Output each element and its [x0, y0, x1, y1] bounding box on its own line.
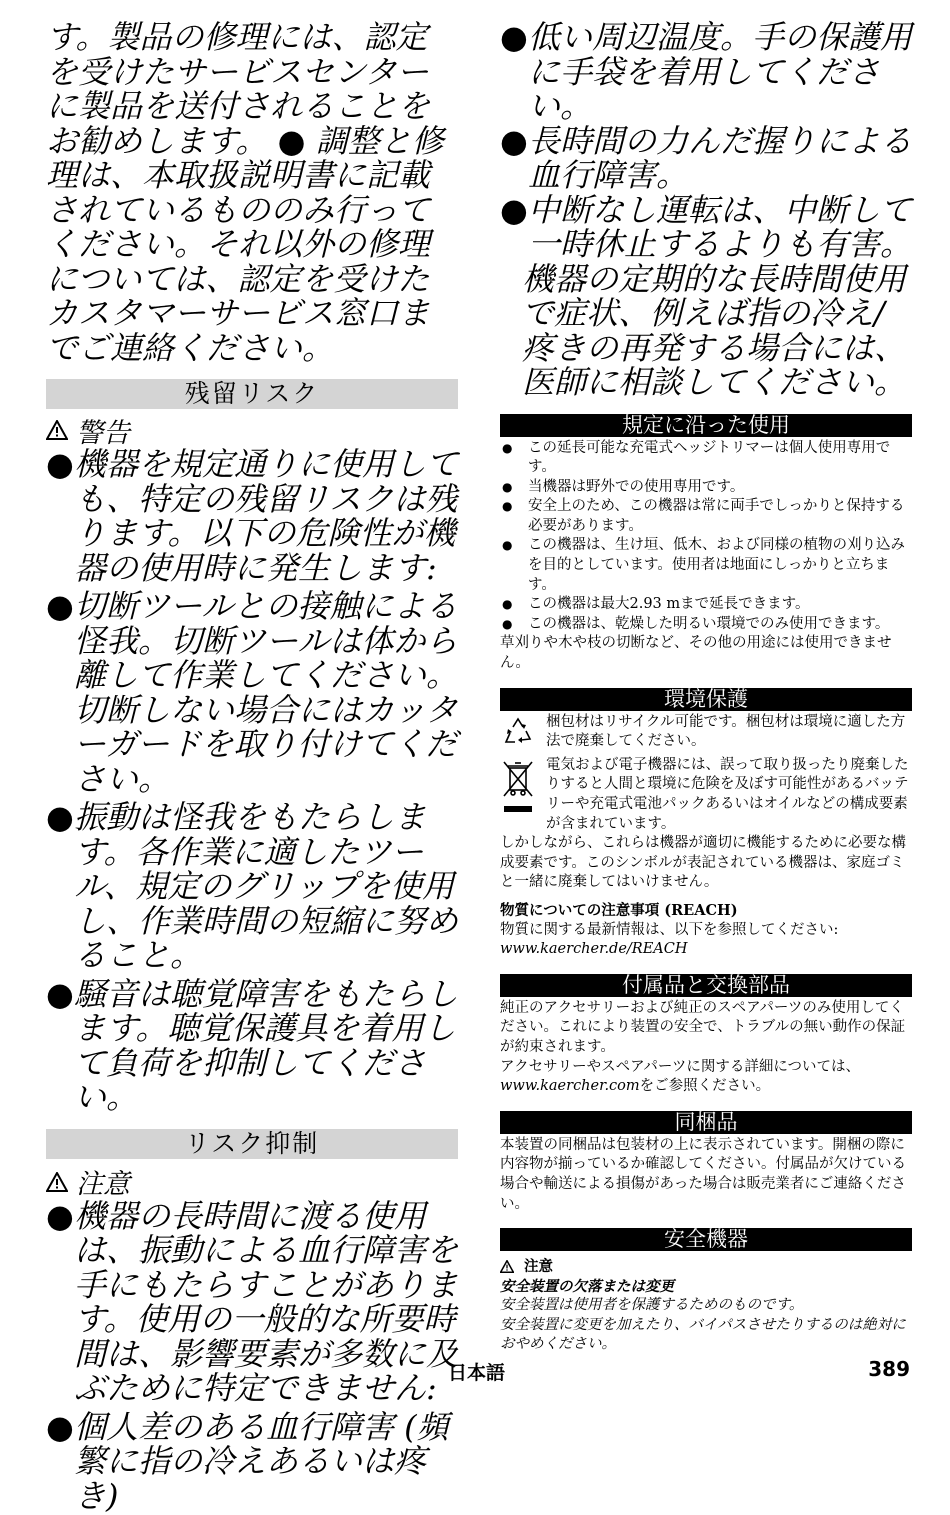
list-item: [46, 447, 458, 585]
warning-label: 警告: [76, 417, 130, 449]
bullet-icon: ●: [502, 479, 513, 494]
kaercher-link[interactable]: www.kaercher.com: [500, 1078, 640, 1095]
scope-section: [500, 1136, 912, 1214]
symptom-paragraph: 機器の定期的な長時間使用で症状、例えば指の冷え/疼きの再発する場合には、医師に相談してください。: [522, 259, 907, 401]
intended-use-header: 規定に沿った使用: [500, 414, 912, 437]
bullet-icon: ●: [502, 499, 513, 514]
list-item: [500, 190, 913, 263]
residual-risk-header: 残留リスク: [46, 379, 458, 409]
warning-triangle-icon: [46, 1172, 68, 1192]
list-item-text: この延長可能な充電式ヘッジトリマーは個人使用専用です。: [528, 439, 891, 476]
warning-label-row: [46, 413, 458, 447]
environment-note: しかしながら、これらは機器が適切に機能するために必要な構成要素です。このシンボルが表記されている機器は、家庭ゴミと一緒に廃棄してはいけません。: [500, 835, 906, 891]
bullet-icon: ●: [502, 440, 513, 455]
risk-reduction-header: リスク抑制: [46, 1129, 458, 1159]
list-item: [46, 800, 458, 973]
list-item: [46, 1196, 459, 1407]
weee-text: 電気および電子機器には、誤って取り扱ったり廃棄したりすると人間と環境に危険を及ぼす可能性があるバッテリーや充電式電池パックあるいはオイルなどの構成要素が含まれています。: [546, 756, 909, 832]
list-item-text: 個人差のある血行障害 (頻繁に指の冷えあるいは疼き): [74, 1407, 449, 1515]
accessories-header: 付属品と交換部品: [500, 974, 912, 997]
recycle-text: 梱包材はリサイクル可能です。梱包材は環境に適した方法で廃棄してください。: [546, 713, 906, 750]
reach-title: 物質についての注意事項 (REACH): [500, 901, 738, 919]
safety-text-1: 安全装置は使用者を保護するためのものです。: [500, 1297, 804, 1314]
reach-text: 物質に関する最新情報は、以下を参照してください:: [500, 921, 839, 938]
list-item: [46, 974, 459, 1116]
warning-triangle-icon: [46, 420, 68, 440]
footer-language: 日本語: [448, 1362, 506, 1384]
list-item: [500, 536, 912, 595]
safety-subtitle: 安全装置の欠落または変更: [500, 1277, 674, 1295]
list-item-text: 振動は怪我をもたらします。各作業に適したツール、規定のグリップを使用し、作業時間の短縮に努めること。: [74, 798, 459, 974]
list-item: [500, 439, 912, 478]
list-item-text: 低い周辺温度。手の保護用に手袋を着用してください。: [528, 18, 913, 125]
bullet-icon: ●: [502, 616, 513, 631]
list-item-text: 切断ツールとの接触による怪我。切断ツールは体から離して作業してください。切断しない場合にはカッターガードを取り付けてください。: [74, 587, 459, 798]
safety-caution-label: 注意: [524, 1258, 553, 1276]
caution-label: 注意: [76, 1169, 130, 1200]
list-item: [500, 615, 912, 635]
list-item: [46, 589, 458, 796]
scope-of-delivery-header: 同梱品: [500, 1111, 912, 1134]
scope-text: 本装置の同梱品は包装材の上に表示されています。開梱の際に内容物が揃っているか確認してください。付属品が欠けている場合や輸送による損傷があった場合は販売業者にご連絡ください。: [500, 1136, 906, 1212]
list-item: [500, 595, 912, 615]
list-item-text: この機器は、乾燥した明るい環境でのみ使用できます。: [528, 615, 890, 632]
list-item: [46, 1407, 458, 1515]
reach-link[interactable]: www.kaercher.de/REACH: [500, 941, 688, 958]
accessories-info: [500, 1058, 912, 1097]
list-item-text: 安全上のため、この機器は常に両手でしっかりと保持する必要があります。: [528, 498, 905, 534]
weee-row: [500, 756, 912, 834]
bullet-icon: ●: [46, 798, 74, 836]
list-item: [500, 478, 912, 498]
list-item-text: 当機器は野外での使用専用です。: [528, 478, 745, 495]
recycle-icon: [500, 715, 536, 749]
bullet-icon: ●: [500, 190, 528, 229]
intro-paragraph: す。製品の修理には、認定を受けたサービスセンターに製品を送付されることをお勧めします。 ● 調整と修理は、本取扱説明書に記載されているもののみ行ってください。それ以外の修理については、認定を受けたカスタマーサービス窓口までご連絡ください。: [46, 18, 444, 367]
list-item-text: 騒音は聴覚障害をもたらします。聴覚保護具を着用して負荷を抑制してください。: [74, 974, 459, 1116]
list-item-text: 中断なし運転は、中断して一時休止するよりも有害。: [528, 190, 913, 263]
safety-devices-header: 安全機器: [500, 1228, 912, 1251]
safety-text-2: 安全装置に変更を加えたり、バイパスさせたりするのは絶対におやめください。: [500, 1316, 906, 1353]
environment-header: 環境保護: [500, 688, 912, 711]
list-item-text: この機器は、生け垣、低木、および同様の植物の刈り込みを目的としています。使用者は地面にしっかりと立ちます。: [528, 537, 905, 593]
safety-caution-row: [500, 1257, 912, 1277]
bullet-icon: ●: [46, 445, 74, 483]
accessories-text: 純正のアクセサリーおよび純正のスペアパーツのみ使用してください。これにより装置の安全で、トラブルの無い動作の保証が約束されます。: [500, 999, 906, 1055]
bullet-icon: ●: [502, 597, 513, 612]
list-item: [500, 20, 912, 124]
bullet-icon: ●: [500, 18, 528, 56]
accessories-section: [500, 999, 912, 1097]
crossed-bin-icon: [500, 758, 536, 820]
bullet-icon: ●: [46, 1407, 74, 1446]
accessories-info-suffix: をご参照ください。: [639, 1078, 771, 1095]
intended-use-list: [500, 439, 912, 674]
caution-label-row: [46, 1165, 458, 1199]
safety-section: [500, 1257, 912, 1355]
list-item: [500, 497, 912, 536]
recycle-row: [500, 713, 912, 752]
list-item: [500, 121, 913, 194]
intended-use-note: 草刈りや木や枝の切断など、その他の用途には使用できません。: [500, 635, 892, 672]
accessories-info-text: アクセサリーやスペアパーツに関する詳細については、: [500, 1058, 861, 1075]
bullet-icon: ●: [46, 1196, 74, 1235]
bullet-icon: ●: [502, 538, 513, 553]
right-column: [500, 0, 912, 1355]
list-item-text: 機器を規定通りに使用しても、特定の残留リスクは残ります。以下の危険性が機器の使用時に発生します:: [74, 445, 459, 587]
bullet-icon: ●: [46, 974, 74, 1013]
page-number: 389: [868, 1357, 910, 1381]
list-item-text: この機器は最大2.93 mまで延長できます。: [528, 596, 810, 613]
list-item-text: 長時間の力んだ握りによる血行障害。: [528, 121, 913, 194]
warning-triangle-icon: [500, 1260, 514, 1273]
bullet-icon: ●: [46, 587, 74, 625]
bullet-icon: ●: [500, 121, 528, 160]
left-column: [46, 0, 458, 1513]
environment-section: [500, 713, 912, 960]
list-item-text: 機器の長時間に渡る使用は、振動による血行障害を手にもたらすことがあります。使用の一般的な所要時間は、影響要素が多数に及ぶために特定できません:: [74, 1196, 459, 1407]
